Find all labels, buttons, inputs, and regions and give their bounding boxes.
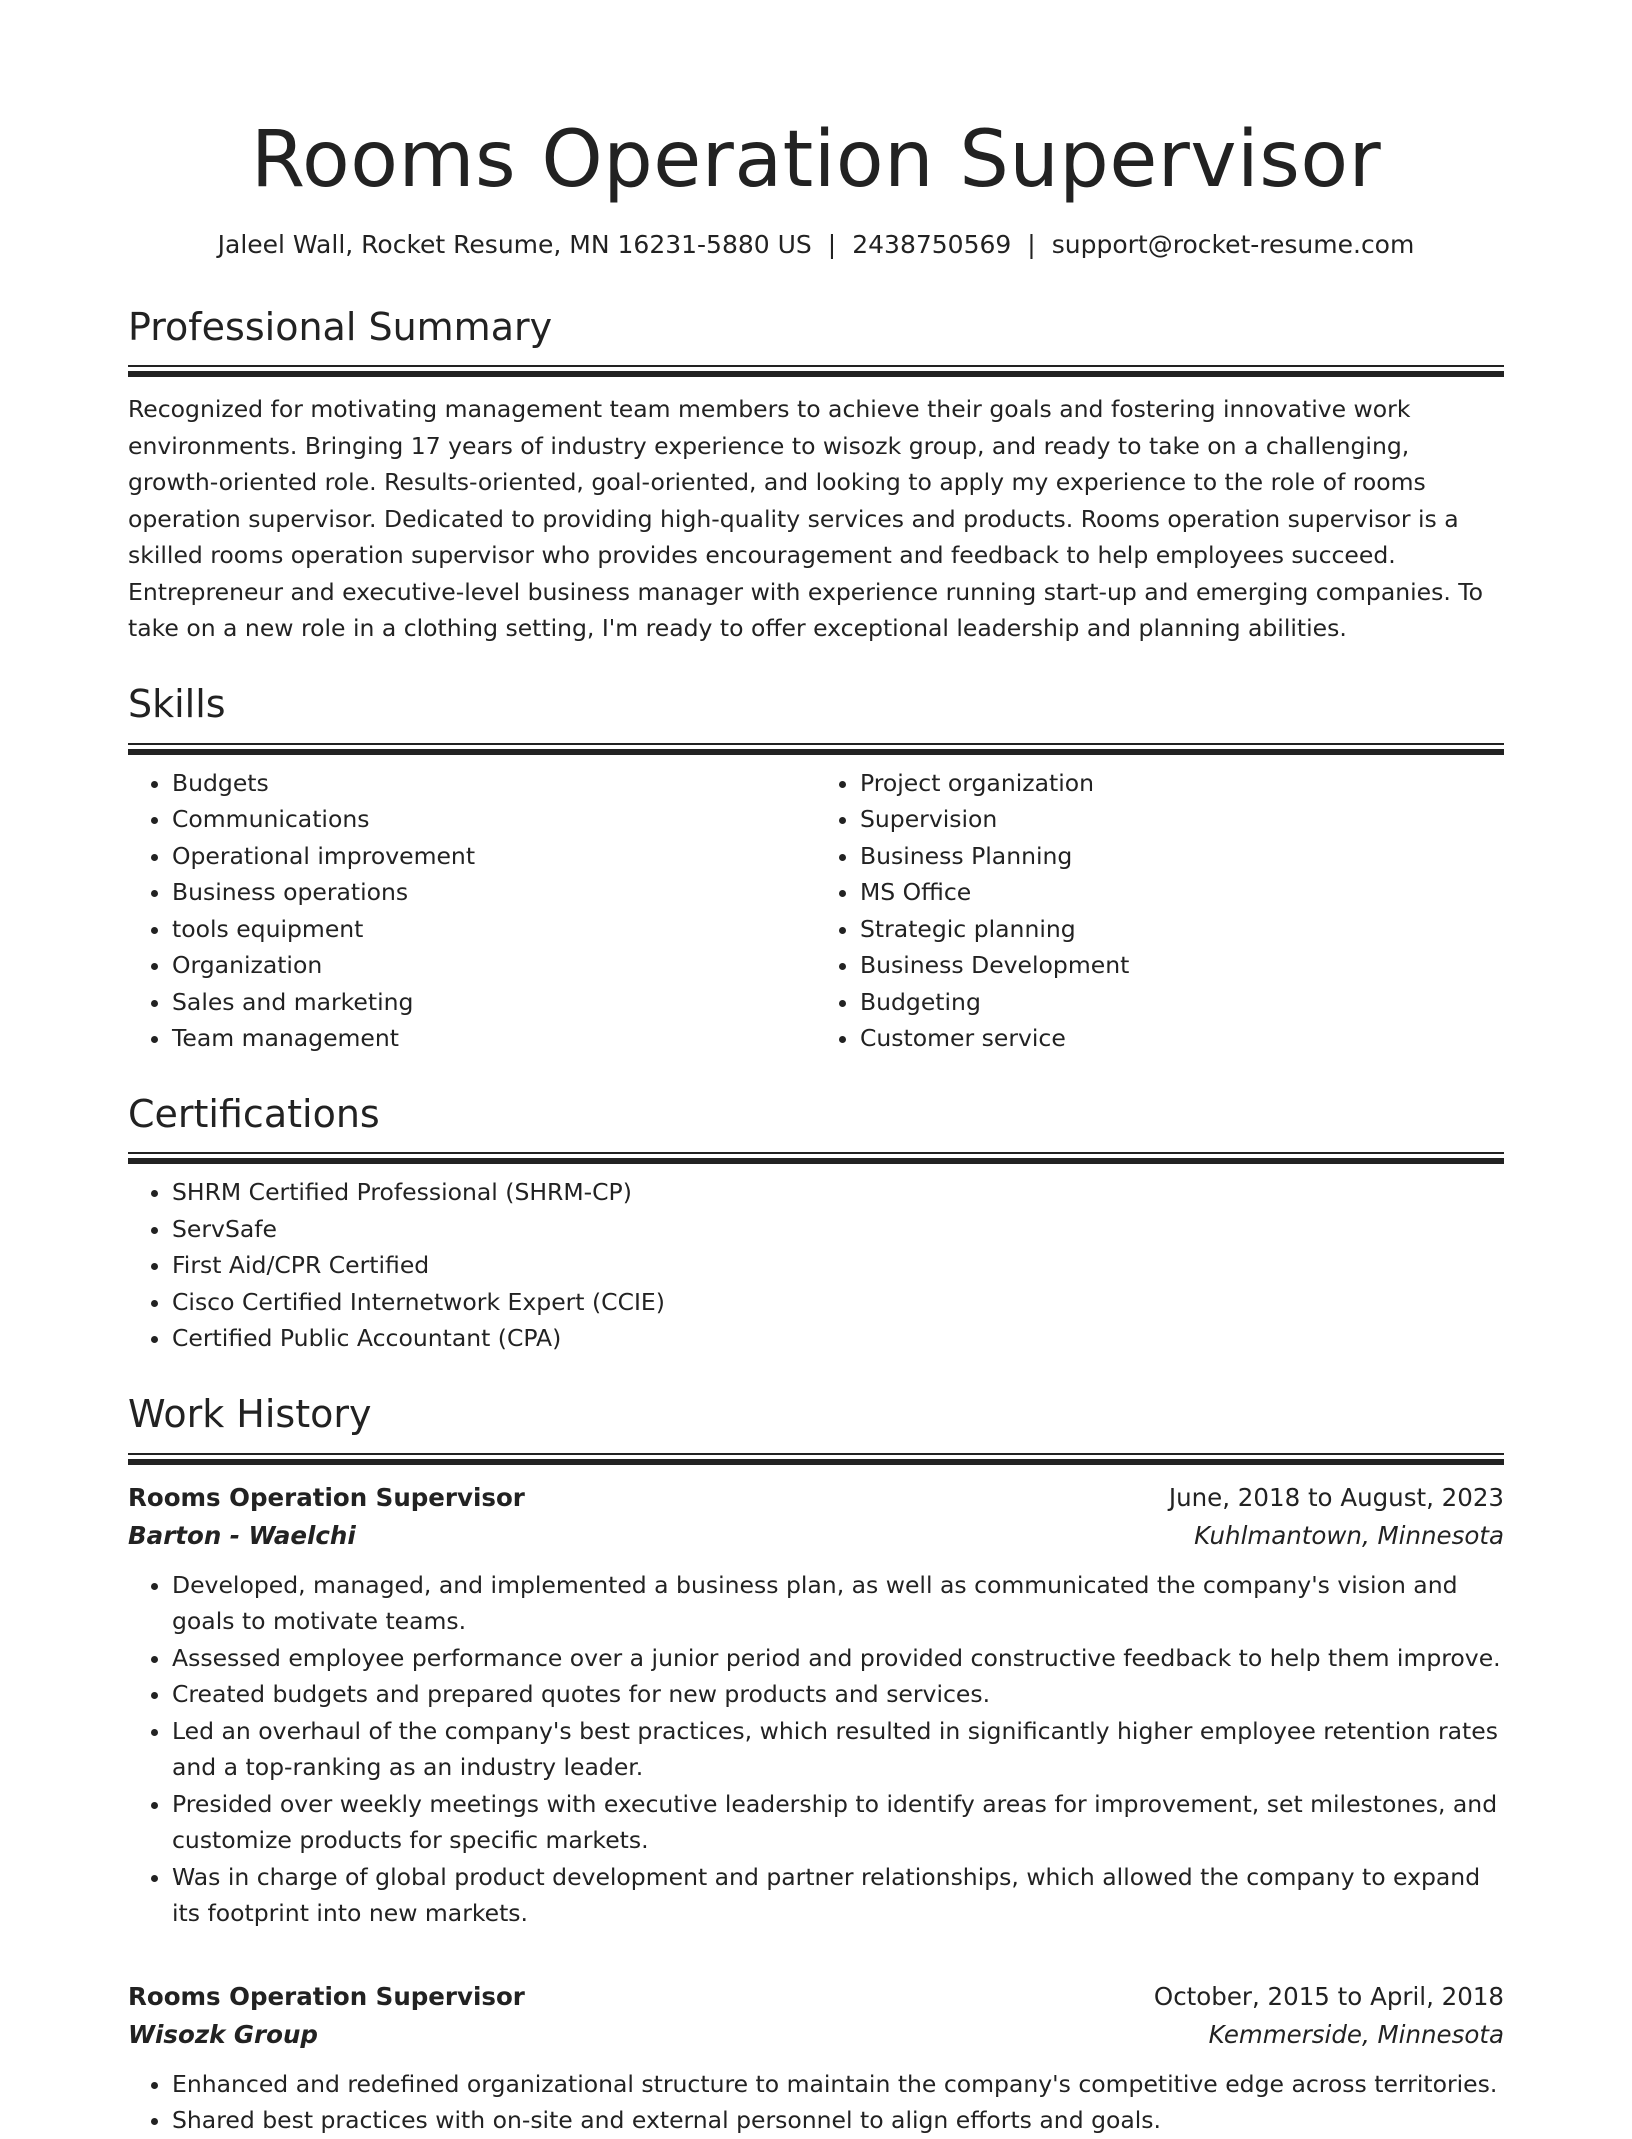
job-bullet: • Enhanced and redefined organizational structure to maintain the company's competitive edge across territories. [172, 2066, 1504, 2103]
job-bullet: • Presided over weekly meetings with executive leadership to identify areas for improvement, set milestones, and customize products for specific markets. [172, 1786, 1504, 1859]
job-company-row [128, 1517, 1504, 1555]
skills-list-right [816, 765, 1504, 1057]
job-company: Wisozk Group [128, 2019, 318, 2049]
summary-heading: Professional Summary [128, 304, 553, 349]
job-dates: October, 2015 to April, 2018 [1153, 1981, 1504, 2011]
skill-item: • Organization [172, 947, 816, 984]
certifications-section [128, 1093, 1504, 1357]
job-bullets [128, 2066, 1504, 2139]
job-entry [128, 1978, 1504, 2139]
skill-item: • Supervision [860, 801, 1504, 838]
section-divider [128, 1453, 1504, 1465]
skill-item: • Strategic planning [860, 911, 1504, 948]
work-history-heading: Work History [128, 1391, 372, 1436]
skill-item: • Customer service [860, 1020, 1504, 1057]
certifications-list [128, 1174, 1504, 1357]
skill-item: • Communications [172, 801, 816, 838]
summary-text: Recognized for motivating management team members to achieve their goals and fostering innovative work environments. Bringing 17 years of industry experience to wisozk group, and ready to take on a challenging, growth-oriented role. Results-oriented, goal-oriented, and looking to apply my experience to the role of rooms operation supervisor. Dedicated to providing high-quality services and products. Rooms operation supervisor is a skilled rooms operation supervisor who provides encouragement and feedback to help employees succeed. Entrepreneur and executive-level business manager with experience running start-up and emerging companies. To take on a new role in a clothing setting, I'm ready to offer exceptional leadership and planning abilities. [128, 395, 1484, 643]
certification-item: • Certified Public Accountant (CPA) [172, 1320, 1504, 1357]
certification-item: • ServSafe [172, 1211, 1504, 1248]
skill-item: • Business Development [860, 947, 1504, 984]
section-divider [128, 1152, 1504, 1164]
skill-item: • Budgets [172, 765, 816, 802]
skill-item: • Business Planning [860, 838, 1504, 875]
job-header-row [128, 1978, 1504, 2016]
job-title: Rooms Operation Supervisor [128, 1482, 525, 1512]
summary-section [128, 306, 1504, 647]
job-header-row [128, 1479, 1504, 1517]
skill-item: • MS Office [860, 874, 1504, 911]
job-location: Kuhlmantown, Minnesota [1194, 1520, 1504, 1550]
contact-phone: 2438750569 [852, 229, 1012, 259]
certifications-heading: Certifications [128, 1091, 380, 1136]
job-title: Rooms Operation Supervisor [128, 1981, 525, 2011]
skill-item: • tools equipment [172, 911, 816, 948]
job-bullet: • Created budgets and prepared quotes for new products and services. [172, 1676, 1504, 1713]
skills-list-left [128, 765, 816, 1057]
contact-line [128, 230, 1504, 260]
job-bullet: • Assessed employee performance over a junior period and provided constructive feedback to help them improve. [172, 1640, 1504, 1677]
certification-item: • SHRM Certified Professional (SHRM-CP) [172, 1174, 1504, 1211]
work-history-section [128, 1393, 1504, 2139]
contact-separator: | [1027, 229, 1036, 259]
contact-email: support@rocket-resume.com [1051, 229, 1415, 259]
resume-title: Rooms Operation Supervisor [250, 115, 1382, 205]
job-bullet: • Developed, managed, and implemented a business plan, as well as communicated the company's vision and goals to motivate teams. [172, 1567, 1504, 1640]
job-company: Barton - Waelchi [128, 1520, 356, 1550]
job-bullet: • Shared best practices with on-site and external personnel to align efforts and goals. [172, 2102, 1504, 2139]
contact-address: Jaleel Wall, Rocket Resume, MN 16231-5880 US [217, 229, 812, 259]
job-bullet: • Was in charge of global product development and partner relationships, which allowed the company to expand its footprint into new markets. [172, 1859, 1504, 1932]
skill-item: • Business operations [172, 874, 816, 911]
skill-item: • Sales and marketing [172, 984, 816, 1021]
skill-item: • Budgeting [860, 984, 1504, 1021]
job-location: Kemmerside, Minnesota [1208, 2019, 1504, 2049]
skills-heading: Skills [128, 681, 226, 726]
job-bullets [128, 1567, 1504, 1932]
job-dates: June, 2018 to August, 2023 [1168, 1482, 1504, 1512]
skills-grid [128, 765, 1504, 1057]
skill-item: • Project organization [860, 765, 1504, 802]
job-bullet: • Led an overhaul of the company's best practices, which resulted in significantly higher employee retention rates and a top-ranking as an industry leader. [172, 1713, 1504, 1786]
skills-section [128, 683, 1504, 1057]
job-company-row [128, 2016, 1504, 2054]
skill-item: • Team management [172, 1020, 816, 1057]
certification-item: • First Aid/CPR Certified [172, 1247, 1504, 1284]
section-divider [128, 743, 1504, 755]
section-divider [128, 365, 1504, 377]
contact-separator: | [827, 229, 837, 259]
skill-item: • Operational improvement [172, 838, 816, 875]
certification-item: • Cisco Certified Internetwork Expert (CCIE) [172, 1284, 1504, 1321]
job-entry [128, 1479, 1504, 1932]
